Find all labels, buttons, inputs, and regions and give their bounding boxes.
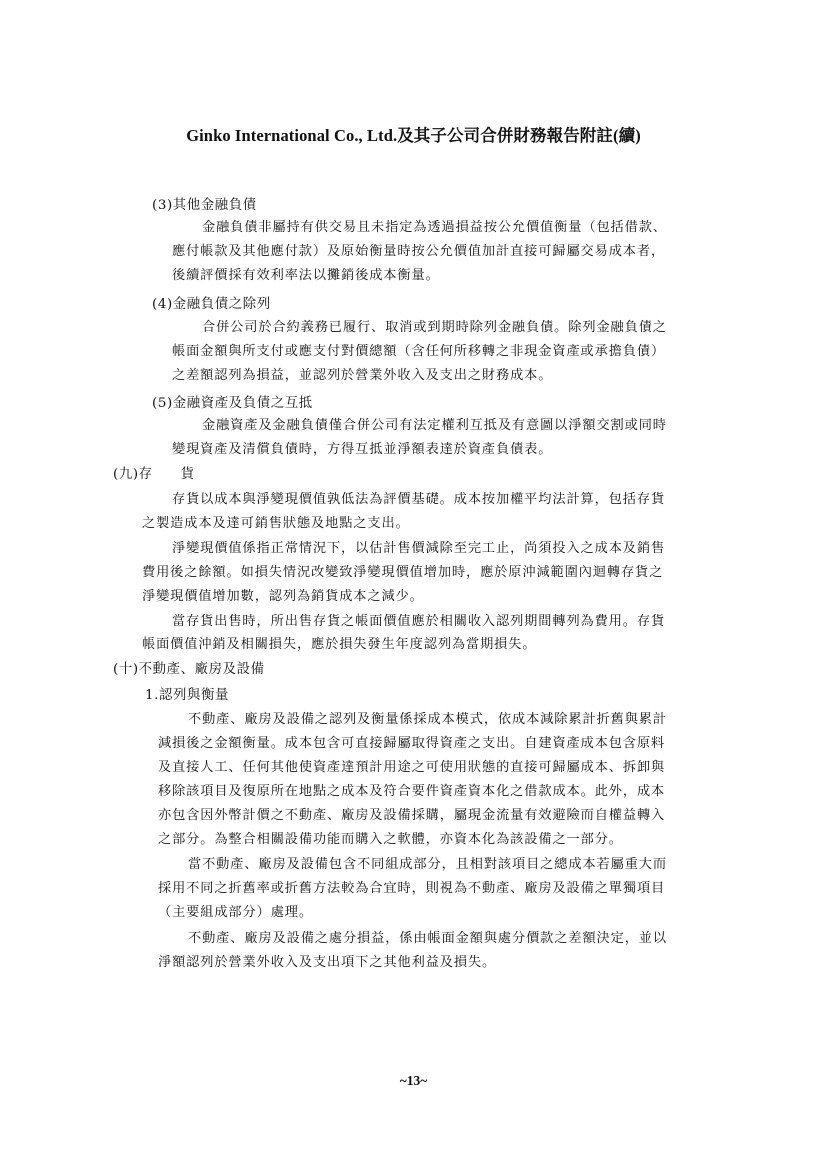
- text-line: 當存貨出售時，所出售存貨之帳面價值應於相關收入認列期間轉列為費用。存貨: [172, 614, 666, 629]
- text-line: 當不動產、廠房及設備包含不同組成部分，且相對該項目之總成本若屬重大而: [188, 857, 667, 872]
- text-line: 存貨以成本與淨變現價值孰低法為評價基礎。成本按加權平均法計算，包括存貨: [172, 492, 666, 507]
- text-line: 帳面價值沖銷及相關損失，應於損失發生年度認列為當期損失。: [142, 637, 537, 652]
- text-line: 之部分。為整合相關設備功能而購入之軟體，亦資本化為該設備之一部分。: [158, 832, 623, 847]
- text-line: 金融負債非屬持有供交易且未指定為透過損益按公允價值衡量（包括借款、: [202, 220, 667, 235]
- text-line: 應付帳款及其他應付款）及原始衡量時按公允價值加計直接可歸屬交易成本者，: [172, 244, 666, 259]
- page-header-title: Ginko International Co., Ltd.及其子公司合併財務報告附註(續): [186, 126, 641, 145]
- text-line: 淨變現價值增加數，認列為銷貨成本之減少。: [142, 589, 424, 604]
- text-line: 淨變現價值係指正常情況下，以估計售價減除至完工止，尚須投入之成本及銷售: [172, 541, 666, 556]
- text-line: 及直接人工、任何其他使資產達預計用途之可使用狀態的直接可歸屬成本、拆卸與: [158, 760, 666, 775]
- text-line: 合併公司於合約義務已履行、取消或到期時除列金融負債。除列金融負債之: [202, 320, 667, 335]
- text-line: 不動產、廠房及設備之認列及衡量係採成本模式，依成本減除累計折舊與累計: [188, 712, 667, 727]
- text-line: 減損後之金額衡量。成本包含可直接歸屬取得資產之支出。自建資產成本包含原料: [158, 736, 666, 751]
- heading-other-financial-liabilities: (3)其他金融負債: [152, 198, 257, 213]
- heading-derecognition: (4)金融負債之除列: [152, 297, 271, 312]
- text-line: 淨額認列於營業外收入及支出項下之其他利益及損失。: [158, 955, 497, 970]
- text-line: 移除該項目及復原所在地點之成本及符合要件資產資本化之借款成本。此外，成本: [158, 784, 666, 799]
- text-line: 採用不同之折舊率或折舊方法較為合宜時，則視為不動產、廠房及設備之單獨項目: [158, 881, 666, 896]
- text-line: 金融資產及金融負債僅合併公司有法定權利互抵及有意圖以淨額交割或同時: [202, 418, 667, 433]
- heading-offsetting: (5)金融資產及負債之互抵: [152, 396, 313, 411]
- heading-inventory: (九)存 貨: [113, 467, 195, 482]
- subheading-recognition-measurement: 1.認列與衡量: [145, 688, 229, 703]
- text-line: 亦包含因外幣計價之不動產、廠房及設備採購，屬現金流量有效避險而自權益轉入: [158, 808, 666, 823]
- text-line: （主要組成部分）處理。: [158, 905, 313, 920]
- text-line: 變現資產及清償負債時，方得互抵並淨額表達於資產負債表。: [172, 442, 553, 457]
- text-line: 不動產、廠房及設備之處分損益，係由帳面金額與處分價款之差額決定，並以: [188, 931, 667, 946]
- text-line: 之差額認列為損益，並認列於營業外收入及支出之財務成本。: [172, 368, 553, 383]
- page-number: ~13~: [399, 1073, 428, 1088]
- text-line: 帳面金額與所支付或應支付對價總額（含任何所移轉之非現金資產或承擔負債）: [172, 344, 666, 359]
- heading-ppe: (十)不動產、廠房及設備: [113, 662, 265, 677]
- text-line: 費用後之餘額。如損失情況改變致淨變現價值增加時，應於原沖減範圍內迴轉存貨之: [142, 565, 664, 580]
- text-line: 之製造成本及達可銷售狀態及地點之支出。: [142, 516, 410, 531]
- text-line: 後續評價採有效利率法以攤銷後成本衡量。: [172, 268, 440, 283]
